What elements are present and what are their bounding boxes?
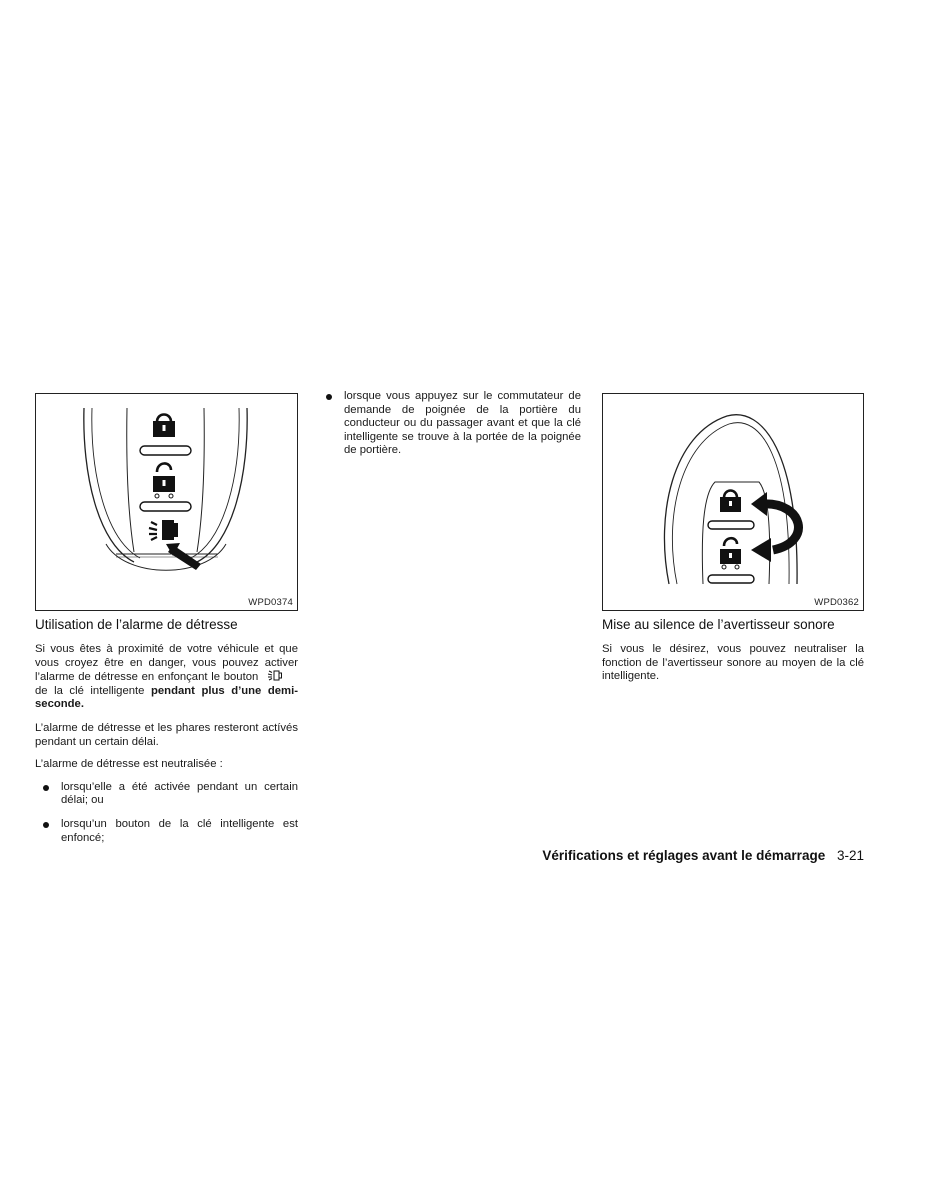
- paragraph: Si vous êtes à proximité de votre véhicule et que vous croyez être en danger, vous pouvez activer l’alarme de détresse en enfonçant le bouton de la clé intelligente pendant plus d’une demi-seconde.: [35, 643, 299, 711]
- panic-alarm-icon: [149, 520, 178, 540]
- intelligent-key-illustration: [36, 394, 297, 610]
- list-item: lorsque vous appuyez sur le commutateur de demande de poignée de la portière du conducteur ou du passager avant et que la clé intelligente se trouve à la portée de la poignée de portière.: [325, 390, 581, 458]
- bullet-icon: [43, 822, 49, 828]
- paragraph: L’alarme de détresse et les phares resteront actívés pendant un certain délai.: [35, 721, 298, 748]
- press-arrow-icon: [166, 543, 201, 570]
- list-item: lorsqu’elle a été activée pendant un certain délai; ou: [35, 781, 298, 808]
- page-number: 3-21: [836, 848, 864, 863]
- bullet-list: [325, 390, 581, 458]
- bullet-icon: [326, 394, 332, 400]
- figure-code: WPD0374: [248, 597, 293, 608]
- lock-icon: [720, 491, 741, 513]
- figure-code: WPD0362: [814, 597, 859, 608]
- intelligent-key-illustration: [603, 394, 863, 610]
- middle-column: [325, 390, 581, 468]
- section-title: Mise au silence de l’avertisseur sonore: [602, 617, 835, 632]
- list-item: lorsqu’un bouton de la clé intelligente est enfoncé;: [35, 818, 298, 845]
- panic-button-icon: [268, 670, 282, 681]
- lock-icon: [153, 415, 175, 438]
- unlock-icon: [153, 463, 175, 498]
- left-column: [35, 393, 298, 855]
- unlock-icon: [720, 538, 741, 569]
- page-footer: [500, 848, 864, 863]
- figure-silence-horn: [602, 393, 864, 611]
- bullet-icon: [43, 785, 49, 791]
- paragraph: Si vous le désirez, vous pouvez neutraliser la fonction de l’avertisseur sonore au moyen de la clé intelligente.: [602, 643, 864, 683]
- curved-arrow-icon: [751, 492, 798, 562]
- section-title: Utilisation de l’alarme de détresse: [35, 617, 238, 632]
- figure-panic-alarm: [35, 393, 298, 611]
- bullet-list: [35, 781, 298, 845]
- right-column: [602, 393, 864, 693]
- paragraph: L’alarme de détresse est neutralisée :: [35, 758, 223, 771]
- chapter-title: Vérifications et réglages avant le démarrage: [542, 848, 826, 863]
